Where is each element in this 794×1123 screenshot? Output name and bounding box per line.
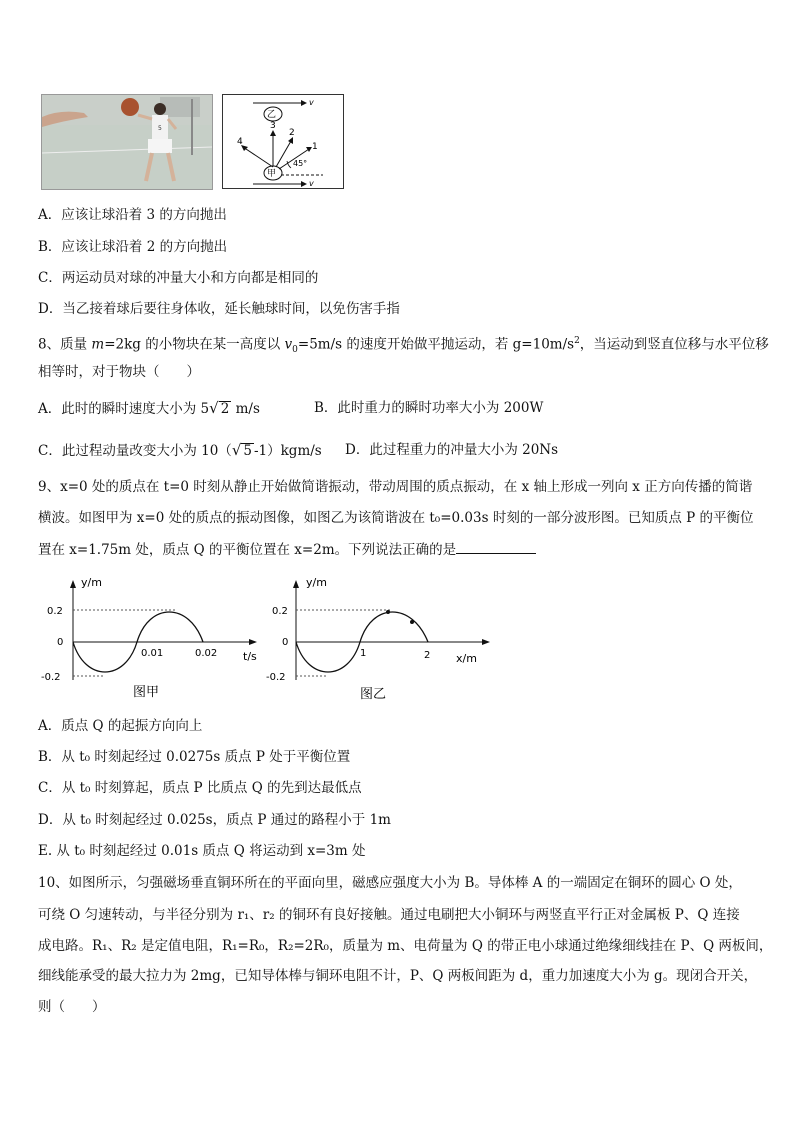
answer-blank [456, 539, 536, 554]
svg-text:2: 2 [289, 128, 295, 138]
svg-text:0: 0 [282, 637, 289, 648]
point-p [386, 610, 390, 614]
svg-text:0.02: 0.02 [195, 648, 218, 659]
svg-text:3: 3 [270, 121, 276, 131]
q10-stem-line1: 10、如图所示，匀强磁场垂直铜环所在的平面向里，磁感应强度大小为 B。导体棒 A 的一端固定在铜环的圆心 O 处， [38, 875, 742, 891]
q7-option-b: B．应该让球沿着 2 的方向抛出 [38, 239, 228, 255]
q7-option-c: C．两运动员对球的冲量大小和方向都是相同的 [38, 270, 319, 286]
q9-option-e: E. 从 t₀ 时刻起经过 0.01s 质点 Q 将运动到 x=3m 处 [38, 843, 366, 859]
q9-option-b: B．从 t₀ 时刻起经过 0.0275s 质点 P 处于平衡位置 [38, 749, 351, 765]
q8-stem-line1: 8、质量 m=2kg 的小物块在某一高度以 $v_0=5m/s$ 的速度开始做平抛运动，若 $g=10m/s^2$，当运动到竖直位移与水平位移 [38, 336, 769, 356]
svg-text:v: v [309, 179, 314, 188]
ball-number: 5 [158, 125, 162, 132]
vibration-graph-jia [35, 572, 275, 711]
svg-text:0: 0 [57, 637, 64, 648]
q8-option-b: B．此时重力的瞬时功率大小为 200W [314, 400, 544, 416]
svg-text:1: 1 [360, 648, 367, 659]
caption-yi: 图乙 [360, 687, 387, 702]
throw-direction-diagram [222, 94, 344, 189]
svg-text:0.2: 0.2 [47, 606, 63, 617]
q9-option-d: D．从 t₀ 时刻起经过 0.025s，质点 P 通过的路程小于 1m [38, 812, 391, 828]
q9-stem-line1: 9、x=0 处的质点在 t=0 时刻从静止开始做简谐振动，带动周围的质点振动，在 x 轴上形成一列向 x 正方向传播的简谐 [38, 479, 753, 495]
svg-text:y/m: y/m [81, 576, 102, 589]
q10-stem-line2: 可绕 O 匀速转动，与半径分别为 r₁、r₂ 的铜环有良好接触。通过电刷把大小铜环与两竖直平行正对金属板 P、Q 连接 [38, 907, 740, 923]
q9-stem-line2: 横波。如图甲为 x=0 处的质点的振动图像，如图乙为该简谐波在 t₀=0.03s 时刻的一部分波形图。已知质点 P 的平衡位 [38, 510, 754, 526]
svg-text:45°: 45° [293, 159, 308, 168]
svg-text:y/m: y/m [306, 576, 327, 589]
q8-option-c: C．此过程动量改变大小为 10（√ 5 -1）kgm/s [38, 441, 322, 459]
caption-jia: 图甲 [133, 685, 160, 700]
q7-option-a: A．应该让球沿着 3 的方向抛出 [38, 207, 227, 223]
svg-text:t/s: t/s [243, 650, 257, 663]
svg-text:v: v [309, 98, 314, 107]
svg-text:2: 2 [424, 650, 431, 661]
svg-text:x/m: x/m [456, 652, 477, 665]
q9-stem-line3: 置在 x=1.75m 处，质点 Q 的平衡位置在 x=2m。下列说法正确的是 [38, 539, 536, 560]
basketball-photo [41, 94, 213, 190]
q7-option-d: D．当乙接着球后要往身体收，延长触球时间，以免伤害手指 [38, 301, 400, 317]
q9-option-c: C．从 t₀ 时刻算起，质点 P 比质点 Q 的先到达最低点 [38, 780, 362, 796]
q9-option-a: A．质点 Q 的起振方向向上 [38, 718, 203, 734]
q8-option-d: D．此过程重力的冲量大小为 20Ns [345, 442, 559, 458]
svg-text:-0.2: -0.2 [41, 672, 61, 683]
svg-text:0.01: 0.01 [141, 648, 164, 659]
svg-text:-0.2: -0.2 [266, 672, 286, 683]
q10-stem-line4: 细线能承受的最大拉力为 2mg，已知导体棒与铜环电阻不计，P、Q 两板间距为 d，重力加速度大小为 g。现闭合开关， [38, 968, 758, 984]
svg-text:1: 1 [312, 142, 318, 152]
q10-stem-line3: 成电路。R₁、R₂ 是定值电阻，R₁=R₀，R₂=2R₀，质量为 m、电荷量为 Q 的带正电小球通过绝缘细线挂在 P、Q 两板间， [38, 938, 773, 954]
q10-stem-line5: 则（ ） [38, 999, 106, 1015]
point-q [410, 620, 414, 624]
label-jia: 甲 [267, 169, 277, 179]
label-yi: 乙 [267, 110, 277, 120]
svg-text:0.2: 0.2 [272, 606, 288, 617]
q8-stem-line2: 相等时，对于物块（ ） [38, 364, 200, 380]
q8-option-a: A．此时的瞬时速度大小为 5√ 2 m/s [38, 399, 260, 417]
wave-graph-yi [262, 572, 502, 711]
svg-text:4: 4 [237, 137, 243, 147]
